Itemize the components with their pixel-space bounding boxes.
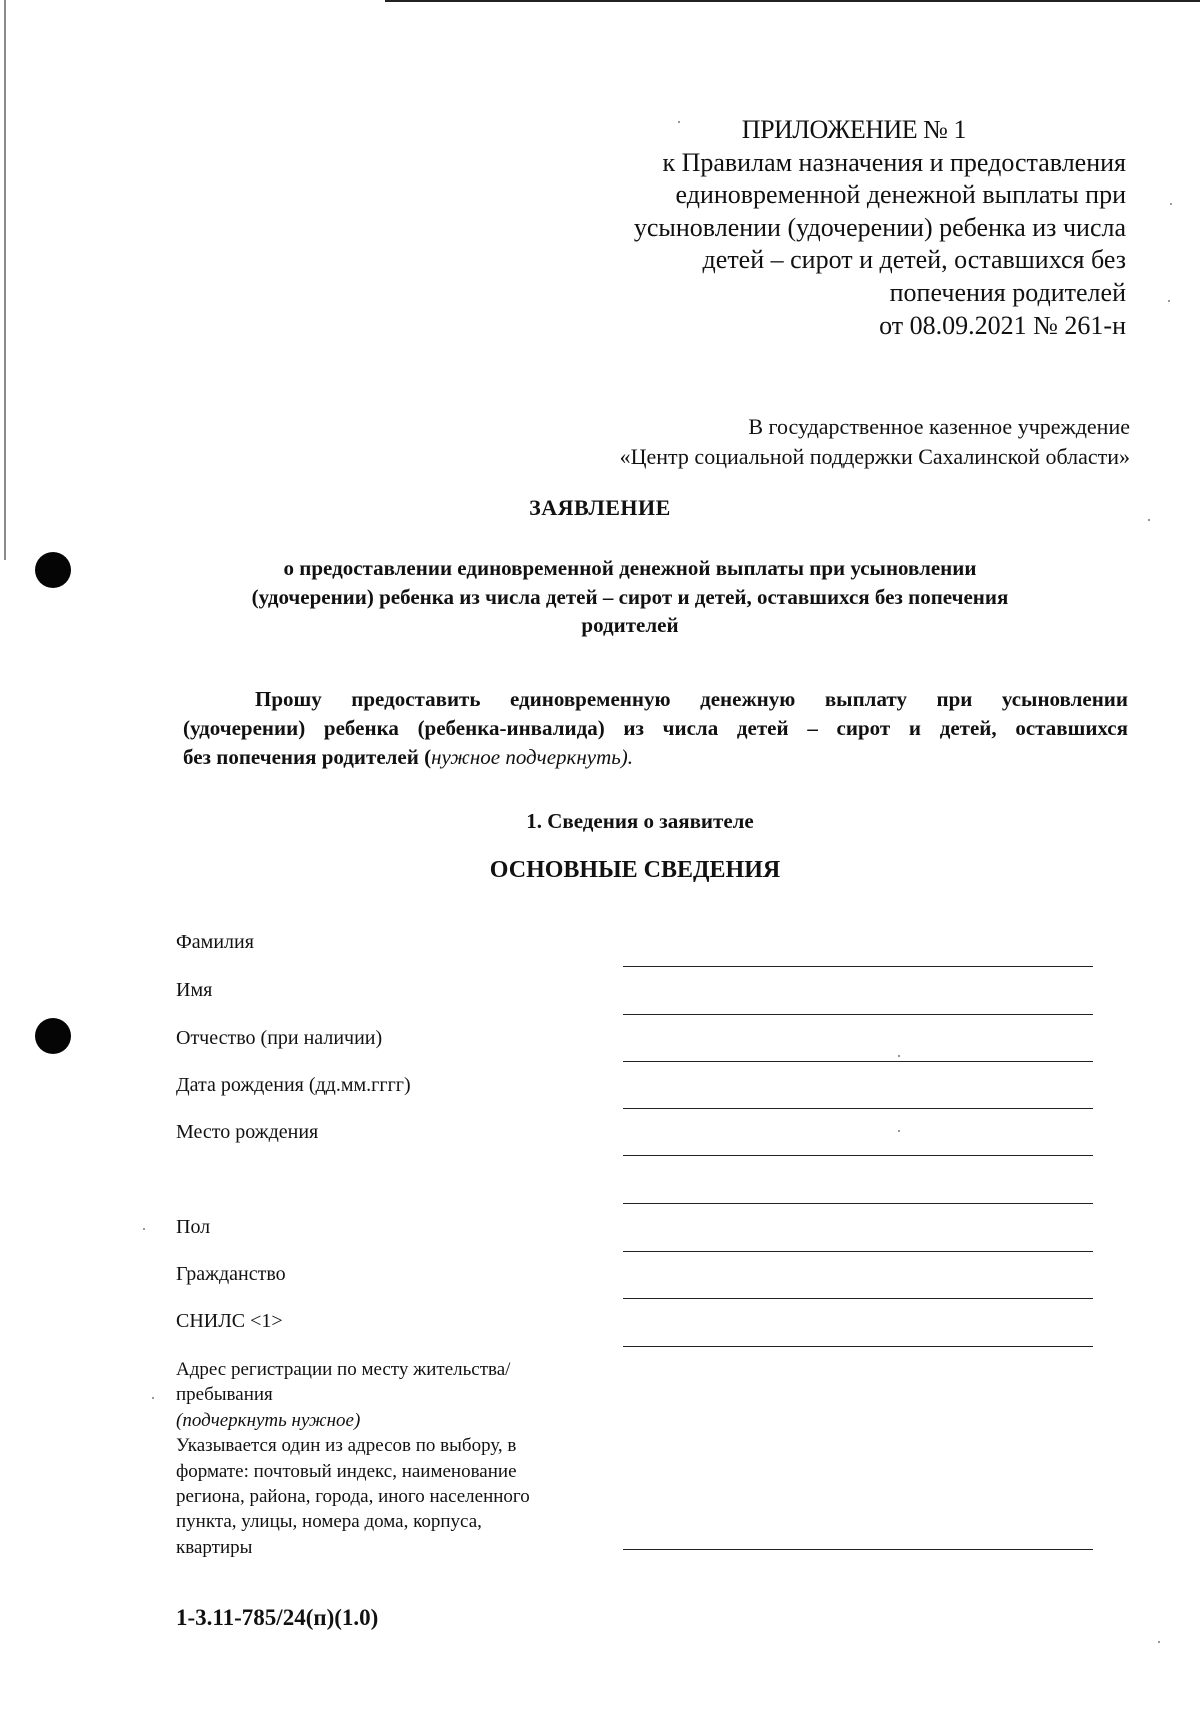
address-label-line: Адрес регистрации по месту жительства/ (176, 1359, 511, 1380)
request-line-text: без попечения родителей ( (183, 745, 432, 769)
patronymic-field[interactable] (623, 1061, 1093, 1062)
name-field[interactable] (623, 1014, 1093, 1015)
recipient-line: В государственное казенное учреждение (748, 414, 1130, 439)
snils-label: СНИЛС <1> (176, 1310, 283, 1332)
request-paragraph (183, 685, 1128, 772)
block-title: ОСНОВНЫЕ СВЕДЕНИЯ (489, 857, 781, 883)
punch-hole-bottom (35, 1018, 71, 1054)
scan-speck (1170, 203, 1172, 205)
scan-speck (143, 1228, 145, 1230)
request-line: (удочерении) ребенка (ребенка-инвалида) из числа детей – сирот и детей, оставшихся (183, 716, 1128, 740)
birth-place-field[interactable] (623, 1155, 1093, 1156)
birth-place-field-second-line[interactable] (623, 1203, 1093, 1204)
top-border-line (385, 0, 1200, 2)
subtitle-line: (удочерении) ребенка из числа детей – сирот и детей, оставшихся без попечения (251, 584, 1009, 609)
appendix-line: детей – сирот и детей, оставшихся без (702, 245, 1126, 275)
address-label (176, 1357, 616, 1560)
recipient-line: «Центр социальной поддержки Сахалинской области» (619, 444, 1130, 469)
request-note: нужное подчеркнуть). (431, 745, 634, 769)
patronymic-label: Отчество (при наличии) (176, 1027, 383, 1049)
sex-label: Пол (176, 1216, 211, 1238)
document-code: 1-3.11-785/24(п)(1.0) (176, 1605, 379, 1630)
appendix-line: единовременной денежной выплаты при (675, 180, 1126, 210)
document-title: ЗАЯВЛЕНИЕ (529, 495, 671, 520)
citizenship-label: Гражданство (176, 1263, 286, 1285)
scan-speck (1158, 1641, 1160, 1643)
address-hint-line: Указывается один из адресов по выбору, в (176, 1435, 517, 1457)
address-hint-line: квартиры (176, 1536, 253, 1558)
recipient-block (510, 412, 1130, 472)
request-line (183, 743, 1128, 772)
sex-field[interactable] (623, 1251, 1093, 1252)
document-subtitle (180, 554, 1080, 640)
birth-date-label: Дата рождения (дд.мм.гггг) (176, 1074, 411, 1096)
scan-speck (1168, 300, 1170, 302)
punch-hole-top (35, 552, 71, 588)
left-scan-edge (4, 0, 6, 560)
address-note: (подчеркнуть нужное) (176, 1409, 361, 1431)
citizenship-field[interactable] (623, 1298, 1093, 1299)
subtitle-line: о предоставлении единовременной денежной выплаты при усыновлении (283, 556, 977, 580)
appendix-title: ПРИЛОЖЕНИЕ № 1 (741, 115, 966, 144)
address-label-text: пребывания (176, 1384, 273, 1406)
appendix-header (566, 114, 1126, 342)
appendix-line: к Правилам назначения и предоставления (662, 147, 1126, 177)
birth-date-field[interactable] (623, 1108, 1093, 1109)
address-field[interactable] (623, 1549, 1093, 1550)
address-label-line (176, 1382, 616, 1433)
appendix-line: попечения родителей (889, 277, 1126, 307)
appendix-line: усыновлении (удочерении) ребенка из числа (633, 212, 1126, 242)
name-label: Имя (176, 979, 213, 1001)
subtitle-line: родителей (581, 613, 679, 637)
appendix-date-number: от 08.09.2021 № 261-н (879, 310, 1126, 340)
address-hint-line: региона, района, города, иного населенного (176, 1486, 530, 1508)
section-title: 1. Сведения о заявителе (526, 809, 754, 833)
birth-place-label: Место рождения (176, 1121, 319, 1143)
scan-speck (678, 121, 680, 123)
surname-field[interactable] (623, 966, 1093, 967)
surname-label: Фамилия (176, 931, 254, 953)
snils-field[interactable] (623, 1346, 1093, 1347)
scan-speck (1148, 519, 1150, 521)
scan-speck (152, 1397, 154, 1399)
request-line: Прошу предоставить единовременную денежную выплату при усыновлении (255, 687, 1128, 711)
scan-speck (898, 1130, 900, 1132)
address-hint-line: формате: почтовый индекс, наименование (176, 1460, 517, 1482)
scan-speck (898, 1055, 900, 1057)
address-hint-line: пункта, улицы, номера дома, корпуса, (176, 1511, 482, 1533)
